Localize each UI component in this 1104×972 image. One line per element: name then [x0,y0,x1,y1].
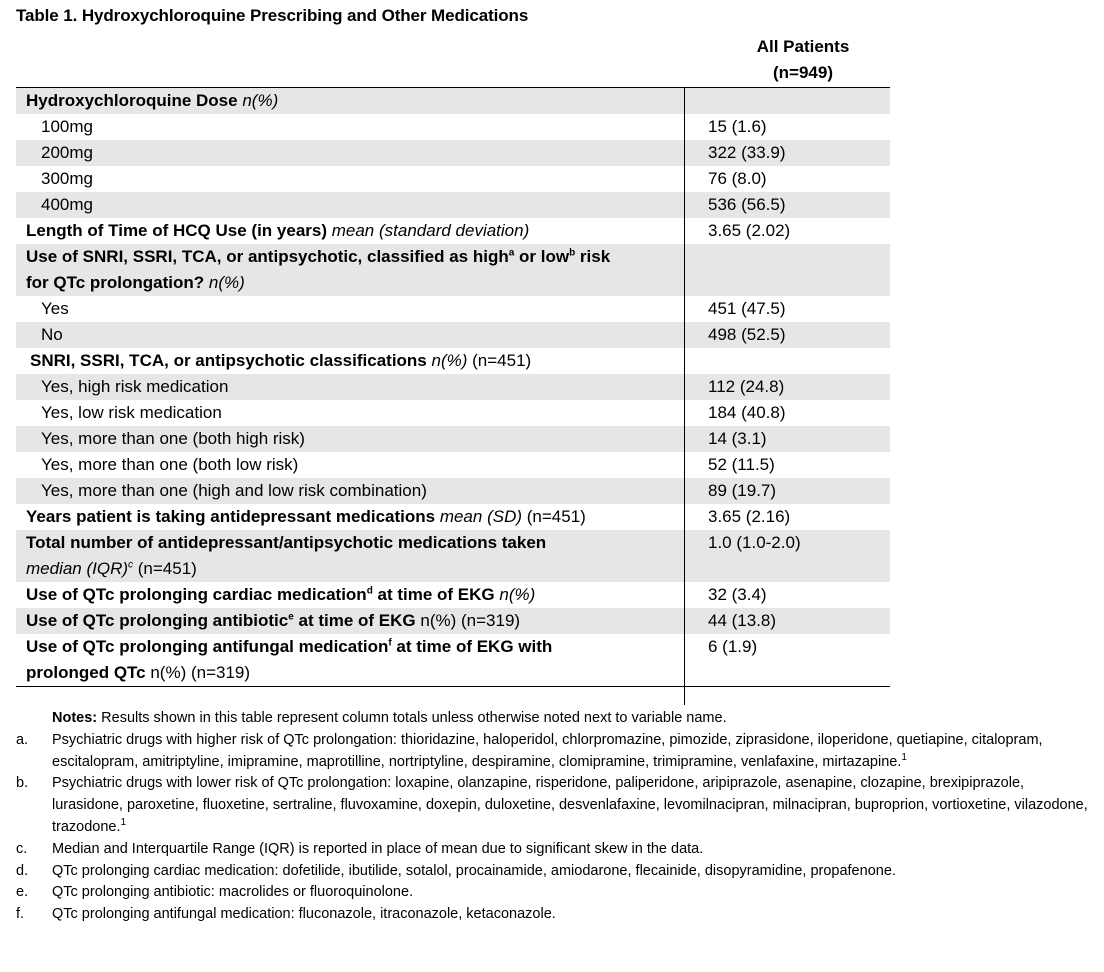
footnote-b: b. Psychiatric drugs with lower risk of QTc prolongation: loxapine, olanzapine, risperidone, paliperidone, aripiprazole, asenapine, clozapine, brexipiprazole, lurasidone, paroxetine, fluoxetine, sertraline, fluvoxamine, doxepin, duloxetine, desvenlafaxine, levomilnacipran, milnacipran, buproprion, vortioxetine, vilazodone, trazodone.$^1$ [16,775,1088,835]
row-value: 76 (8.0) [708,169,767,188]
table-row [16,114,890,140]
row-value [694,88,890,114]
table-title: Table 1. Hydroxychloroquine Prescribing and Other Medications [16,6,529,25]
table-row [16,296,890,322]
table-row [16,426,890,452]
row-value: 14 (3.1) [708,429,767,448]
row-value: 322 (33.9) [708,143,786,162]
row-value: 44 (13.8) [708,611,777,630]
table-row [16,140,890,166]
row-label: Yes, more than one (both low risk) [41,455,299,474]
table-notes [16,708,1096,926]
row-value: 3.65 (2.16) [708,507,791,526]
row-label: Hydroxychloroquine Dose n(%) [26,91,279,110]
table-row [16,192,890,218]
table-row [16,348,890,374]
table-row [16,478,890,504]
row-label: Use of SNRI, SSRI, TCA, or antipsychotic, classified as high$^a$ or low$^b$ risk for QTc prolongation? n(%) [26,247,611,292]
table-row [16,530,890,582]
footnote-c: c. Median and Interquartile Range (IQR) is reported in place of mean due to significant skew in the data. [16,840,704,857]
row-value: 536 (56.5) [708,195,786,214]
row-label: Use of QTc prolonging antifungal medication$^f$ at time of EKG with prolonged QTc n(%) (n=319) [26,637,553,682]
row-label: 200mg [41,143,93,162]
row-value: 451 (47.5) [708,299,786,318]
footnote-a: a. Psychiatric drugs with higher risk of QTc prolongation: thioridazine, haloperidol, chlorpromazine, pimozide, ziprasidone, iloperidone, quetiapine, citalopram, escitalopram, amitriptyline, imipramine, maprotilline, nortriptyline, despiramine, clomipramine, trimipramine, venlafaxine, mirtazapine.$^1$ [16,731,1043,770]
footnote-d: d. QTc prolonging cardiac medication: dofetilide, ibutilide, sotalol, procainamide, amiodarone, flecainide, disopyramidine, propafenone. [16,862,896,879]
row-label: 100mg [41,117,93,136]
row-label: Use of QTc prolonging antibiotic$^e$ at time of EKG n(%) (n=319) [26,611,521,630]
row-value [694,244,890,296]
footnote-f: f. QTc prolonging antifungal medication: fluconazole, itraconazole, ketaconazole. [16,906,556,923]
table-row [16,166,890,192]
row-label: 400mg [41,195,93,214]
row-label: Yes, high risk medication [41,377,229,396]
column-header-line2: (n=949) [773,63,833,82]
table-row [16,582,890,608]
table-row [16,218,890,244]
table-row [16,244,890,296]
row-value: 6 (1.9) [708,637,758,656]
table-row [16,634,890,686]
row-label: SNRI, SSRI, TCA, or antipsychotic classifications n(%) (n=451) [30,351,532,370]
table-row [16,88,890,114]
row-value: 52 (11.5) [708,455,775,474]
table-row [16,374,890,400]
footnote-e: e. QTc prolonging antibiotic: macrolides or fluoroquinolone. [16,884,414,901]
row-label: Years patient is taking antidepressant medications mean (SD) (n=451) [26,507,586,526]
data-table [16,87,890,687]
row-label: Yes, more than one (high and low risk combination) [41,481,427,500]
row-label: 300mg [41,169,93,188]
table-row [16,452,890,478]
row-label: Yes, more than one (both high risk) [41,429,305,448]
column-header-line1: All Patients [756,37,850,56]
row-value: 15 (1.6) [708,117,767,136]
table-row [16,504,890,530]
row-value: 3.65 (2.02) [708,221,791,240]
row-value: 112 (24.8) [708,377,785,396]
row-value: 184 (40.8) [708,403,786,422]
row-value: 89 (19.7) [708,481,777,500]
row-value: 32 (3.4) [708,585,767,604]
row-value: 1.0 (1.0-2.0) [708,533,801,552]
row-label: No [41,325,63,344]
row-value: 498 (52.5) [708,325,786,344]
column-divider [684,87,685,705]
notes-intro: Notes: Results shown in this table represent column totals unless otherwise noted next to variable name. [52,710,727,726]
row-label: Total number of antidepressant/antipsychotic medications taken median (IQR)$^c$ (n=451) [26,533,547,578]
column-header [700,34,906,86]
row-label: Use of QTc prolonging cardiac medication$^d$ at time of EKG n(%) [26,585,536,604]
row-value [694,348,890,374]
row-label: Yes [41,299,69,318]
table-row [16,322,890,348]
table-row [16,608,890,634]
table-row [16,400,890,426]
row-label: Yes, low risk medication [41,403,222,422]
row-label: Length of Time of HCQ Use (in years) mean (standard deviation) [26,221,530,240]
